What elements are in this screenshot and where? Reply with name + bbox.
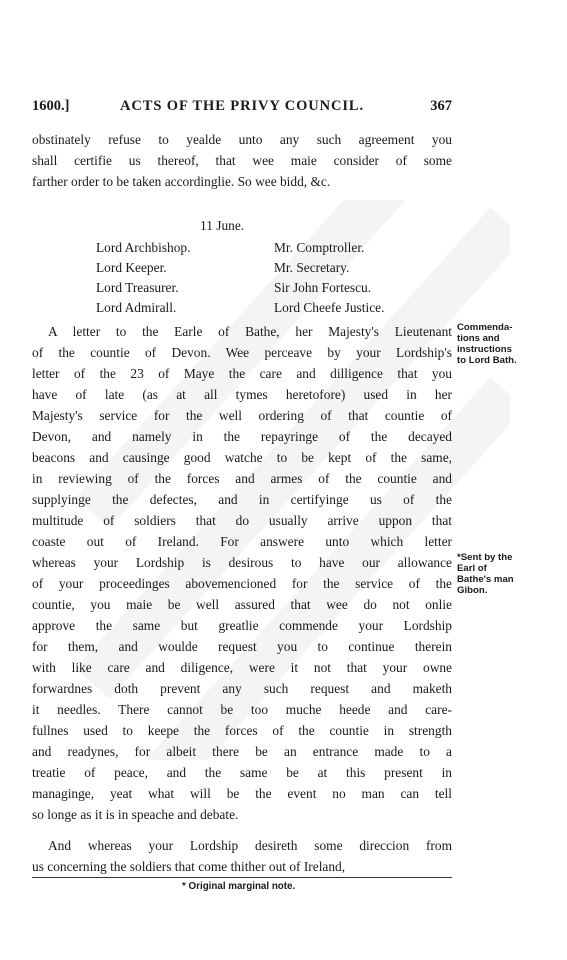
text-line: letter of the 23 of Maye the care and dilligence that you — [32, 366, 452, 381]
text-line: treatie of peace, and the same be at this present in — [32, 765, 452, 780]
text-line: farther order to be taken accordinglie. So wee bidd, &c. — [32, 174, 331, 189]
margin-note-commendations — [457, 322, 517, 366]
margin-note-line: Earl of — [457, 563, 487, 574]
attendee-row — [96, 300, 436, 320]
text-line: supplyinge the defectes, and in certifyinge us of the — [32, 492, 452, 507]
margin-note-line: Commenda- — [457, 322, 513, 333]
meeting-date: 11 June. — [200, 218, 245, 233]
paragraph-letter-to-earl-of-bathe — [32, 321, 452, 825]
running-header — [32, 98, 452, 118]
footnote: * Original marginal note. — [182, 881, 296, 892]
text-line: us concerning the soldiers that come thither out of Ireland, — [32, 859, 346, 874]
margin-note-line: Bathe's man — [457, 574, 514, 585]
text-line: countie, you maie be well assured that wee do not onlie — [32, 597, 452, 612]
attendee-row — [96, 240, 436, 260]
attendee: Lord Treasurer. — [96, 280, 179, 295]
text-line: coaste out of Ireland. For answere unto which letter — [32, 534, 452, 549]
text-line: forwardnes doth prevent any such request and maketh — [32, 681, 452, 696]
paragraph-continuation — [32, 129, 452, 192]
margin-note-line: Gibon. — [457, 585, 488, 596]
page-number: 367 — [430, 98, 452, 114]
text-line: Majesty's service for the well ordering of that countie of — [32, 408, 452, 423]
text-line: managinge, yeat what will be the event no man can tell — [32, 786, 452, 801]
margin-note-line: instructions — [457, 344, 512, 355]
text-line: And whereas your Lordship desireth some direccion from — [48, 838, 452, 853]
attendee-row — [96, 260, 436, 280]
attendee: Lord Admirall. — [96, 300, 177, 315]
header-year: 1600.] — [32, 98, 70, 114]
text-line: fullnes used to keepe the forces of the countie in strength — [32, 723, 452, 738]
text-line: for them, and woulde request you to continue therein — [32, 639, 452, 654]
margin-note-line: tions and — [457, 333, 500, 344]
attendee: Lord Cheefe Justice. — [274, 300, 385, 315]
attendee: Lord Keeper. — [96, 260, 167, 275]
text-line: whereas your Lordship is desirous to have our allowance — [32, 555, 452, 570]
text-line: of the countie of Devon. Wee perceave by your Lordship's — [32, 345, 452, 360]
paragraph-soldiers-direction — [32, 835, 452, 877]
text-line: of your proceedinges abovemencioned for the service of the — [32, 576, 452, 591]
text-line: and readynes, for albeit there be an entrance made to a — [32, 744, 452, 759]
attendee: Mr. Comptroller. — [274, 240, 365, 255]
margin-note-sent-by — [457, 552, 514, 596]
text-line: it needles. There cannot be too muche heede and care- — [32, 702, 452, 717]
text-line: with like care and diligence, were it not that your owne — [32, 660, 452, 675]
text-line: A letter to the Earle of Bathe, her Majesty's Lieutenant — [48, 324, 452, 339]
text-line: beacons and causinge good watche to be kept of the same, — [32, 450, 452, 465]
attendee: Mr. Secretary. — [274, 260, 350, 275]
text-line: Devon, and namely in the repayringe of the decayed — [32, 429, 452, 444]
attendee: Lord Archbishop. — [96, 240, 191, 255]
margin-note-line: to Lord Bath. — [457, 355, 517, 366]
header-title: ACTS OF THE PRIVY COUNCIL. — [120, 98, 365, 114]
attendee: Sir John Fortescu. — [274, 280, 372, 295]
text-line: shall certifie us thereof, that wee maie consider of some — [32, 153, 452, 168]
text-line: so longe as it is in speache and debate. — [32, 807, 239, 822]
text-line: approve the same but greatlie commende your Lordship — [32, 618, 452, 633]
text-line: multitude of soldiers that do usually arrive uppon that — [32, 513, 452, 528]
text-line: in reviewing of the forces and armes of the countie and — [32, 471, 452, 486]
attendees-list — [96, 240, 436, 320]
text-line: obstinately refuse to yealde unto any such agreement you — [32, 132, 452, 147]
attendee-row — [96, 280, 436, 300]
margin-note-line: *Sent by the — [457, 552, 513, 563]
footnote-divider — [32, 877, 452, 878]
text-line: have of late (as at all tymes heretofore) used in her — [32, 387, 452, 402]
